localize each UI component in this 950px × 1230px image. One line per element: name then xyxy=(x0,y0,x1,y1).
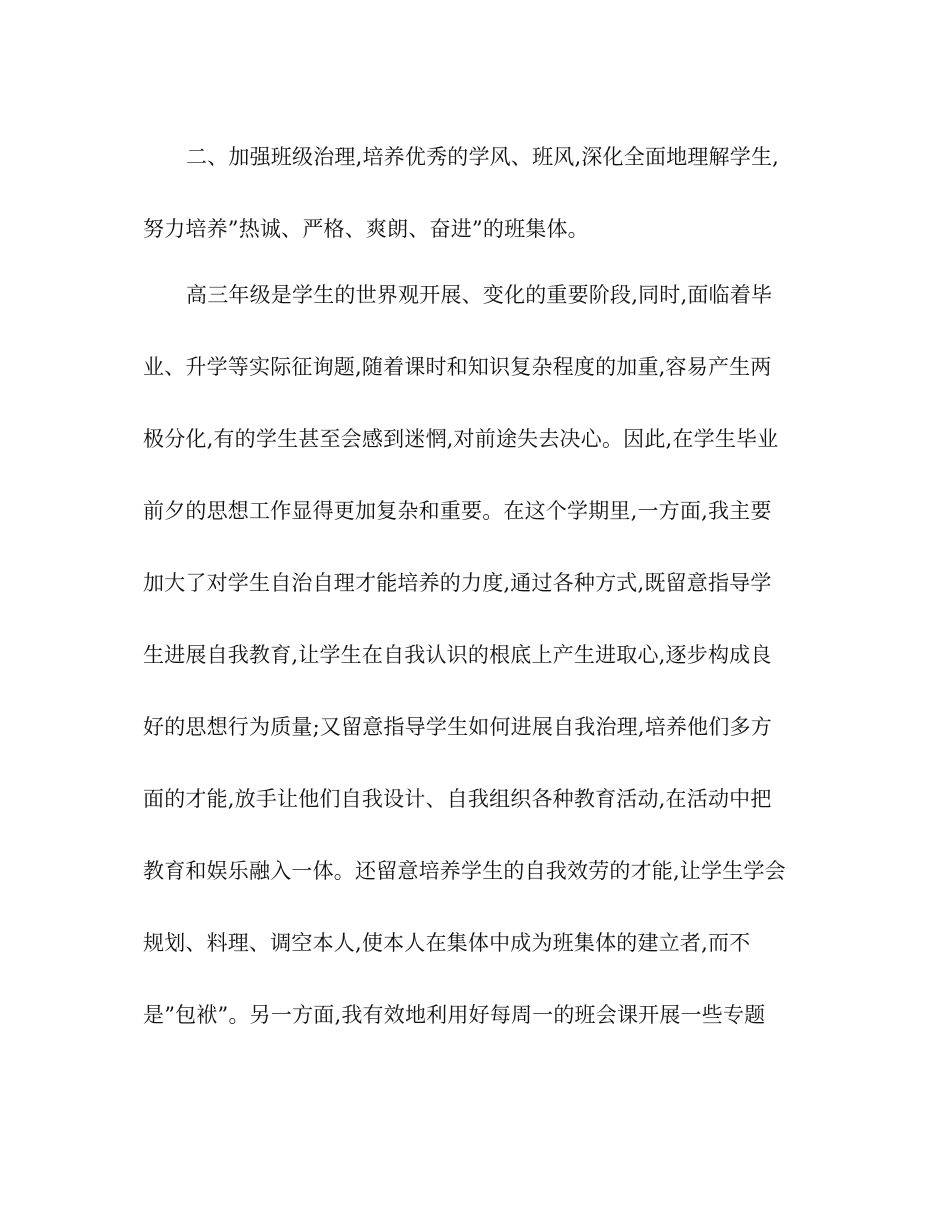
body-line-10: 规划、料理、调空本人,使本人在集体中成为班集体的建立者,而不 xyxy=(143,931,751,955)
body-line-5: 加大了对学生自治自理才能培养的力度,通过各种方式,既留意指导学 xyxy=(143,571,772,595)
body-line-3: 极分化,有的学生甚至会感到迷惘,对前途失去决心。因此,在学生毕业 xyxy=(143,427,779,451)
body-line-2: 业、升学等实际征询题,随着课时和知识复杂程度的加重,容易产生两 xyxy=(143,355,772,379)
body-line-4: 前夕的思想工作显得更加复杂和重要。在这个学期里,一方面,我主要 xyxy=(143,499,772,523)
paragraph-heading-line-2: 努力培养”热诚、严格、爽朗、奋进”的班集体。 xyxy=(143,217,589,241)
body-line-1: 高三年级是学生的世界观开展、变化的重要阶段,同时,面临着毕 xyxy=(186,283,773,307)
body-line-6: 生进展自我教育,让学生在自我认识的根底上产生进取心,逐步构成良 xyxy=(143,643,772,667)
body-line-8: 面的才能,放手让他们自我设计、自我组织各种教育活动,在活动中把 xyxy=(143,787,772,811)
body-line-11: 是”包袱”。另一方面,我有效地利用好每周一的班会课开展一些专题 xyxy=(143,1003,766,1027)
body-line-7: 好的思想行为质量;又留意指导学生如何进展自我治理,培养他们多方 xyxy=(143,715,772,739)
paragraph-heading-line-1: 二、加强班级治理,培养优秀的学风、班风,深化全面地理解学生, xyxy=(186,145,780,169)
body-line-9: 教育和娱乐融入一体。还留意培养学生的自我效劳的才能,让学生学会 xyxy=(143,859,786,883)
